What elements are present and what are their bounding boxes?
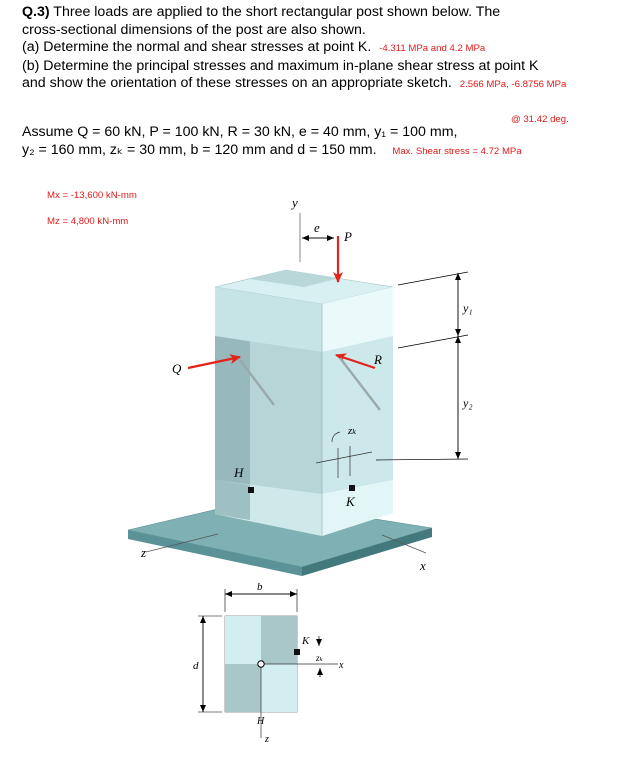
question-line-1: Q.3) Three loads are applied to the short rectangular post shown below. The: [22, 4, 501, 20]
zk-label: zₖ: [348, 425, 357, 437]
mz-note: Mz = 4,800 kN-mm: [47, 216, 129, 227]
point-h-label: H: [234, 465, 244, 480]
assume-line-2: y₂ = 160 mm, zₖ = 30 mm, b = 120 mm and d = 150 mm. Max. Shear stress = 4.72 MPa: [22, 141, 522, 158]
x-axis-label: x: [420, 558, 426, 573]
part-b: (b) Determine the principal stresses and maximum in-plane shear stress at point K: [22, 57, 539, 74]
question-number: Q.3): [22, 4, 50, 20]
section-z-label: z: [265, 734, 269, 745]
question-line-2: cross-sectional dimensions of the post are also shown.: [22, 21, 366, 38]
b-label: b: [257, 581, 263, 593]
section-zk-label: zₖ: [316, 653, 323, 663]
y-axis-label: y: [292, 195, 298, 210]
section-x-label: x: [339, 660, 344, 671]
mx-note: Mx = -13,600 kN-mm: [47, 190, 137, 201]
d-label: d: [193, 660, 199, 672]
part-a-answer: -4.311 MPa and 4.2 MPa: [379, 43, 486, 54]
y1-label: y₁: [463, 301, 473, 315]
cross-section: [225, 616, 338, 738]
rectangular-post: [215, 270, 393, 536]
load-p-label: P: [344, 229, 352, 244]
part-b-line-2: and show the orientation of these stresses on an appropriate sketch. 2.566 MPa, -6.8756 MPa: [22, 75, 567, 91]
angle-answer: @ 31.42 deg.: [511, 114, 569, 125]
section-k-label: K: [302, 635, 310, 647]
assume-line-1: Assume Q = 60 kN, P = 100 kN, R = 30 kN, e = 40 mm, y₁ = 100 mm,: [22, 124, 458, 140]
point-k-marker: [349, 485, 355, 491]
point-h-marker: [248, 487, 254, 493]
point-k-label: K: [346, 494, 355, 509]
max-shear-answer: Max. Shear stress = 4.72 MPa: [392, 145, 522, 157]
y2-label: y₂: [463, 396, 473, 410]
e-label: e: [314, 220, 320, 235]
z-axis-label: z: [141, 545, 147, 560]
load-r-label: R: [374, 352, 382, 367]
section-h-label: H: [257, 716, 265, 727]
load-q-label: Q: [172, 361, 182, 376]
part-a: (a) Determine the normal and shear stresses at point K. -4.311 MPa and 4.2 MPa: [22, 39, 486, 55]
part-b-answer: 2.566 MPa, -6.8756 MPa: [459, 79, 567, 90]
